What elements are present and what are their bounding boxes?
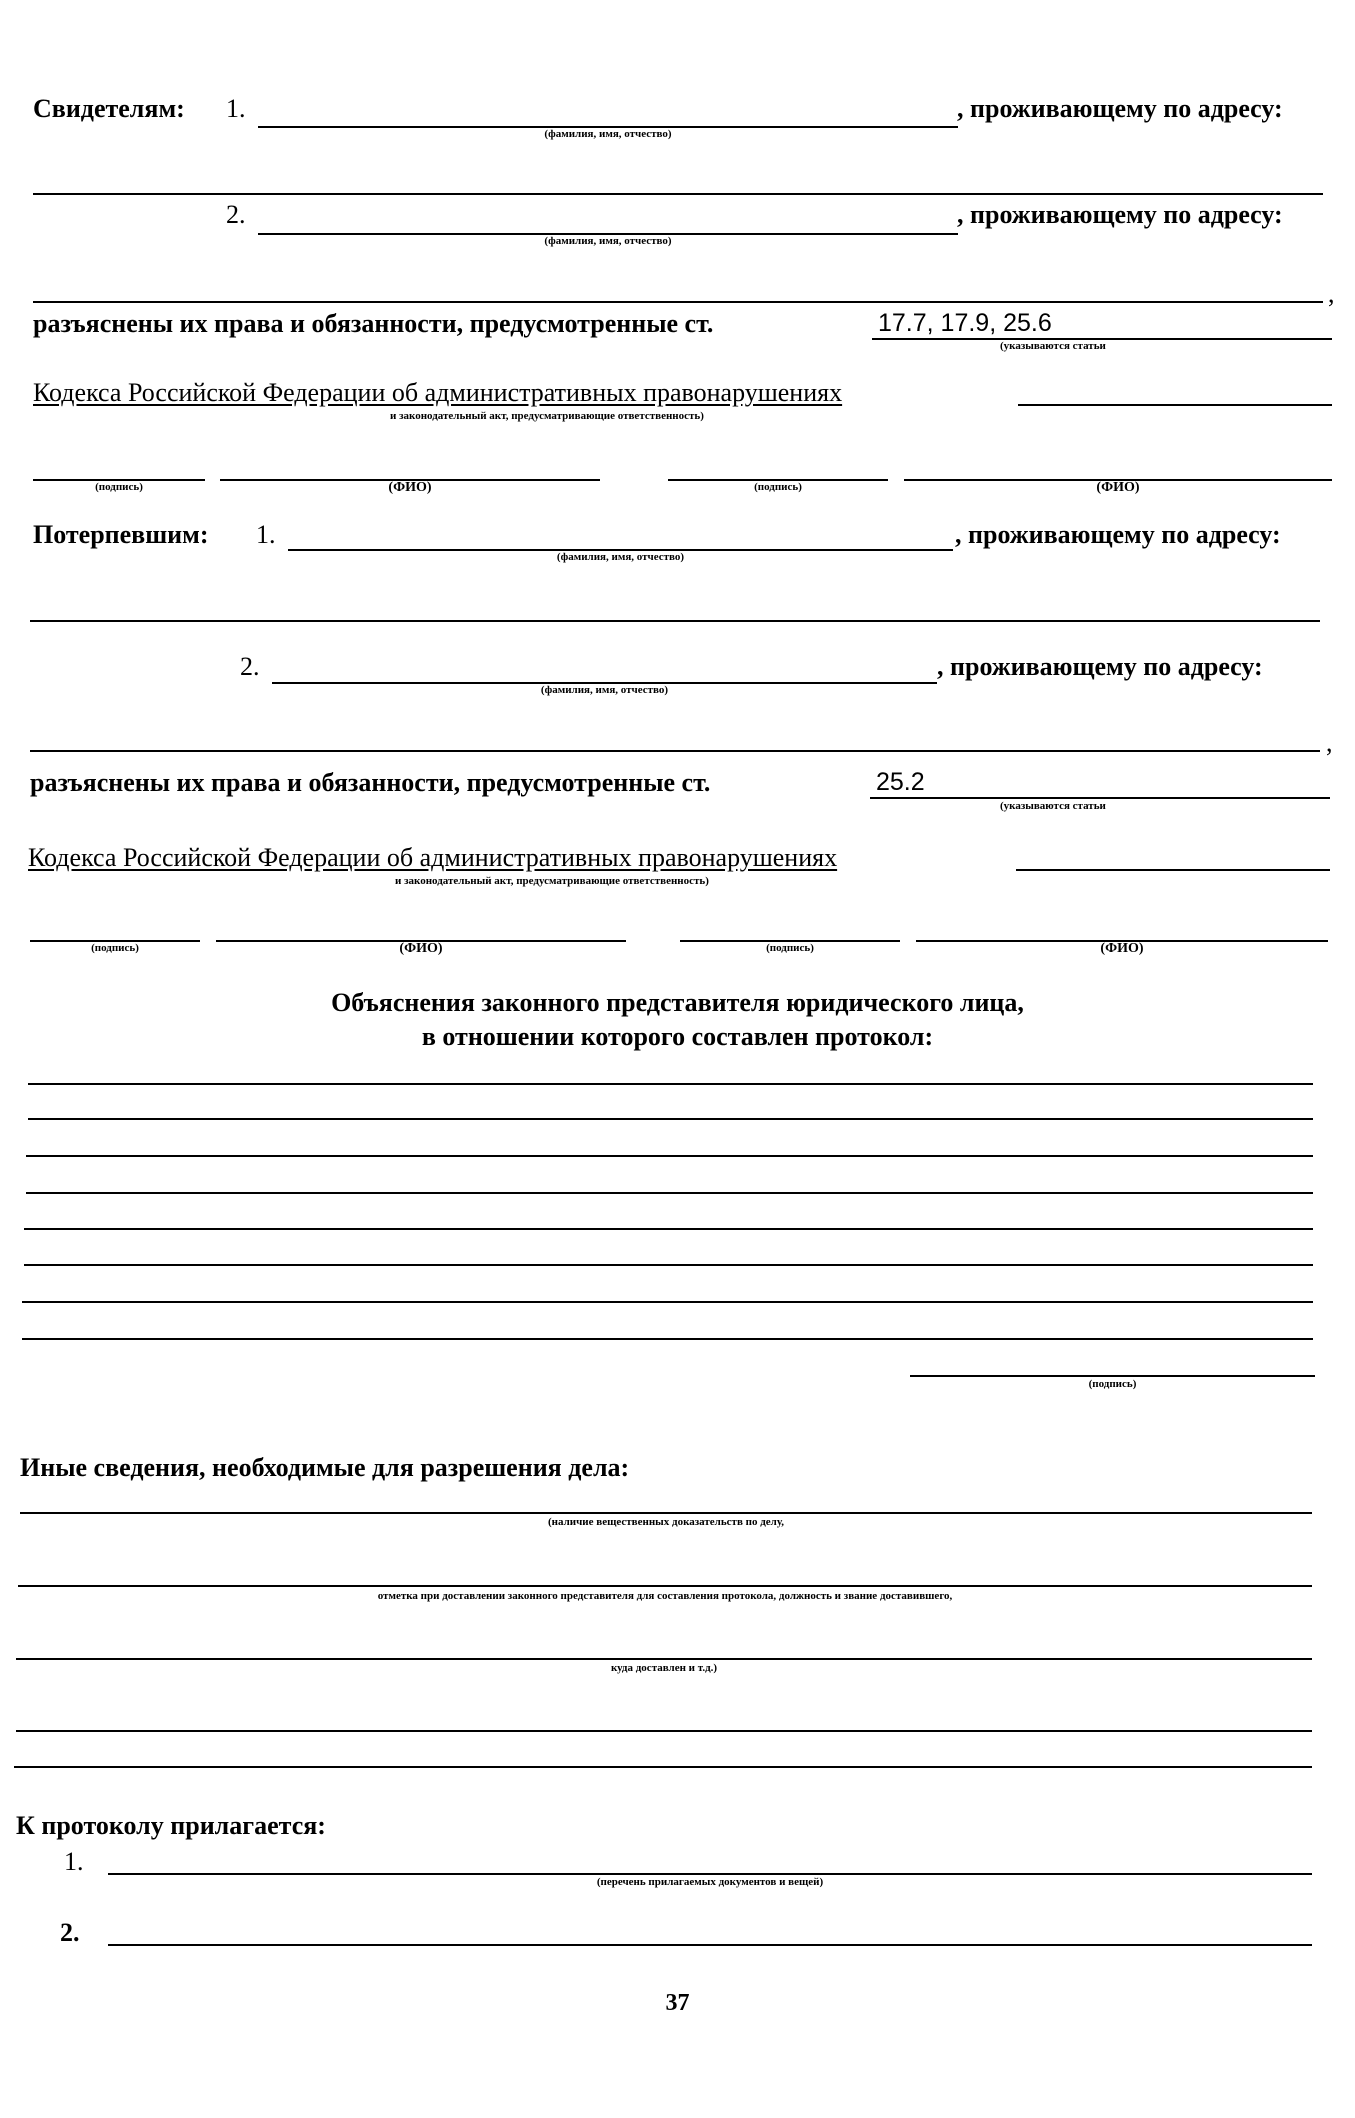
other-info-line-2[interactable]	[18, 1585, 1312, 1587]
witnesses-code-caption: и законодательный акт, предусматривающие ответственность)	[390, 410, 704, 422]
explanations-signature-line[interactable]	[910, 1375, 1315, 1377]
witness-2-address-label: , проживающему по адресу:	[957, 200, 1283, 229]
victim-2-name-caption: (фамилия, имя, отчество)	[540, 684, 669, 696]
explanations-signature-caption: (подпись)	[1088, 1378, 1137, 1390]
witnesses-articles-caption: (указываются статьи	[1000, 340, 1106, 352]
explanation-line[interactable]	[22, 1301, 1313, 1303]
attachment-2-line[interactable]	[108, 1944, 1312, 1946]
attachment-1-number: 1.	[64, 1847, 84, 1876]
witnesses-fio-2-caption: (ФИО)	[1096, 480, 1140, 495]
page-number: 37	[665, 1990, 690, 2016]
victim-1-number: 1.	[256, 520, 276, 549]
explanation-line[interactable]	[22, 1338, 1313, 1340]
victims-articles-line[interactable]	[870, 797, 1330, 799]
victim-2-number: 2.	[240, 652, 260, 681]
victims-fio-1-caption: (ФИО)	[399, 941, 443, 956]
witness-1-name-caption: (фамилия, имя, отчество)	[544, 128, 672, 140]
victims-code-line[interactable]	[1016, 869, 1330, 871]
explanation-line[interactable]	[24, 1228, 1313, 1230]
witness-2-number: 2.	[226, 200, 246, 229]
victims-code-text: Кодекса Российской Федерации об административных правонарушениях	[28, 843, 838, 872]
witnesses-code-text: Кодекса Российской Федерации об административных правонарушениях	[33, 378, 843, 407]
other-info-line-5[interactable]	[14, 1766, 1312, 1768]
comma-mark: ,	[1326, 728, 1333, 757]
attachment-1-line[interactable]	[108, 1873, 1312, 1875]
victims-articles-caption: (указываются статьи	[1000, 800, 1106, 812]
witness-2-address-line[interactable]	[33, 301, 1323, 303]
witnesses-label: Свидетелям:	[33, 94, 185, 123]
other-info-caption-3: куда доставлен и т.д.)	[610, 1662, 718, 1674]
attachment-2-number: 2.	[60, 1918, 80, 1947]
witnesses-fio-1-caption: (ФИО)	[388, 480, 432, 495]
witness-2-name-caption: (фамилия, имя, отчество)	[544, 235, 672, 247]
other-info-line-1[interactable]	[20, 1512, 1312, 1514]
explanations-heading-line2: в отношении которого составлен протокол:	[421, 1022, 934, 1051]
explanation-line[interactable]	[28, 1083, 1313, 1085]
victim-1-name-caption: (фамилия, имя, отчество)	[556, 551, 685, 563]
other-info-caption-2: отметка при доставлении законного представителя для составления протокола, должность и звание доставившего,	[377, 1590, 953, 1602]
other-info-line-4[interactable]	[16, 1730, 1312, 1732]
witness-1-address-label: , проживающему по адресу:	[957, 94, 1283, 123]
victim-1-address-line[interactable]	[30, 620, 1320, 622]
comma-mark: ,	[1328, 279, 1335, 308]
other-info-label: Иные сведения, необходимые для разрешения дела:	[20, 1453, 630, 1482]
explanation-line[interactable]	[26, 1192, 1313, 1194]
victim-2-address-label: , проживающему по адресу:	[937, 652, 1263, 681]
victims-signature-1-caption: (подпись)	[91, 942, 139, 954]
witnesses-articles-value: 17.7, 17.9, 25.6	[878, 309, 1052, 337]
explanations-heading-line1: Объяснения законного представителя юридического лица,	[331, 988, 1024, 1017]
victims-fio-2-caption: (ФИО)	[1100, 941, 1144, 956]
attachment-caption: (перечень прилагаемых документов и вещей)	[596, 1876, 824, 1888]
other-info-caption-1: (наличие вещественных доказательств по делу,	[547, 1516, 784, 1528]
witness-1-number: 1.	[226, 94, 246, 123]
victims-label: Потерпевшим:	[33, 520, 209, 549]
victim-1-address-label: , проживающему по адресу:	[955, 520, 1281, 549]
victims-articles-value: 25.2	[876, 768, 925, 796]
witnesses-signature-1-caption: (подпись)	[95, 481, 143, 493]
explanation-line[interactable]	[24, 1264, 1313, 1266]
victim-2-address-line[interactable]	[30, 750, 1320, 752]
attachments-label: К протоколу прилагается:	[16, 1811, 326, 1840]
other-info-line-3[interactable]	[16, 1658, 1312, 1660]
victims-rights-text: разъяснены их права и обязанности, предусмотренные ст.	[30, 768, 711, 797]
explanation-line[interactable]	[26, 1155, 1313, 1157]
explanation-line[interactable]	[28, 1118, 1313, 1120]
witnesses-signature-2-caption: (подпись)	[754, 481, 802, 493]
victims-signature-2-caption: (подпись)	[766, 942, 814, 954]
witnesses-rights-text: разъяснены их права и обязанности, предусмотренные ст.	[33, 309, 714, 338]
witnesses-code-line[interactable]	[1018, 404, 1332, 406]
witness-1-address-line[interactable]	[33, 193, 1323, 195]
victims-code-caption: и законодательный акт, предусматривающие ответственность)	[395, 875, 709, 887]
